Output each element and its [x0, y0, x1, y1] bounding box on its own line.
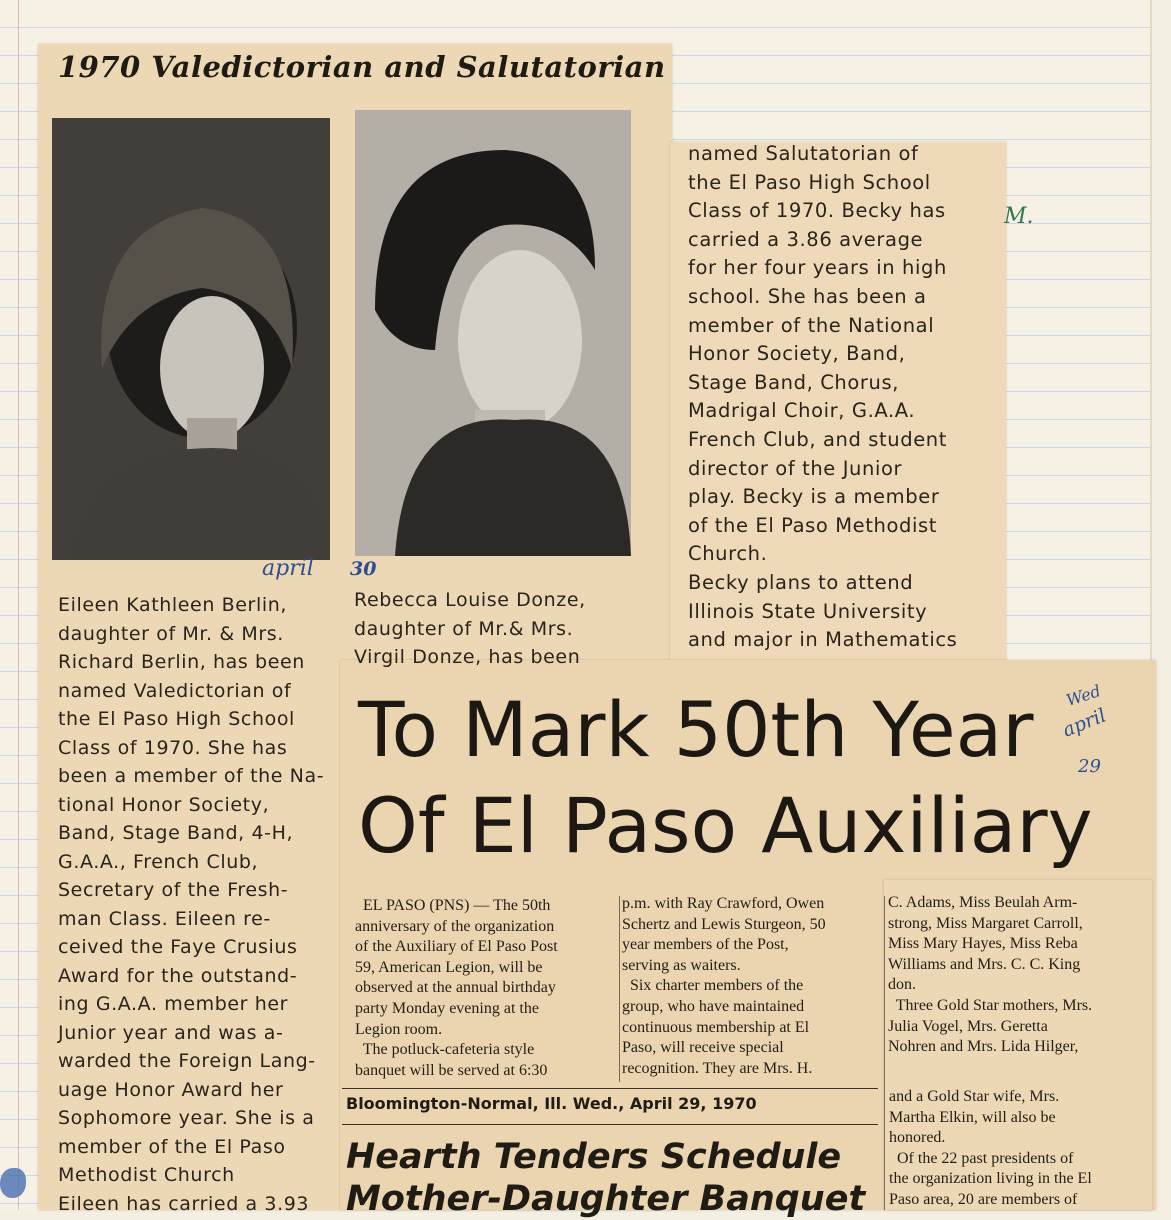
clipping-headline: 1970 Valedictorian and Salutatorian	[58, 50, 666, 84]
auxiliary-article-column-3: C. Adams, Miss Beulah Arm- strong, Miss Margaret Carroll, Miss Mary Hayes, Miss Reba Williams and Mrs. C. C. King don. Three Gold Star mothers, Mrs. Julia Vogel, Mrs. Geretta Nohren and Mrs. Lida Hilger,	[888, 894, 1093, 1056]
salutatorian-article-text: named Salutatorian of the El Paso High School Class of 1970. Becky has carried a 3.86 average for her four years in high school. She has been a member of the National Honor Society, Band, Stage Band, Chorus, Madrigal Choir, G.A.A. French Club, and student director of the Junior play. Becky is a member of the El Paso Methodist Church. Becky plans to attend Illinois State University and major in Mathematics	[688, 142, 958, 652]
column-rule	[884, 896, 885, 1210]
auxiliary-headline: To Mark 50th Year Of El Paso Auxiliary	[358, 685, 1093, 870]
hearth-tenders-headline: Hearth Tenders Schedule Mother-Daughter Banquet	[346, 1137, 866, 1219]
rebecca-article-text: Rebecca Louise Donze, daughter of Mr.& Mrs. Virgil Donze, has been	[354, 589, 586, 668]
auxiliary-article-column-2: p.m. with Ray Crawford, Owen Schertz and Lewis Sturgeon, 50 year members of the Post, serving as waiters. Six charter members of the group, who have maintained continuous membership at El Paso, will receive special recognition. They are Mrs. H.	[622, 895, 826, 1077]
handwritten-day-wed: Wed	[1063, 681, 1103, 710]
handwritten-date-29: 29	[1078, 756, 1101, 777]
auxiliary-article-column-1: EL PASO (PNS) — The 50th anniversary of the organization of the Auxiliary of El Paso Post 59, American Legion, will be observed at the annual birthday party Monday evening at the Legion room. The potluck-cafeteria style banquet will be served at 6:30	[355, 897, 558, 1079]
newspaper-dateline: Bloomington-Normal, Ill. Wed., April 29, 1970	[346, 1094, 757, 1113]
handwritten-date-april-2: april	[1059, 704, 1110, 742]
column-rule	[619, 896, 620, 1082]
portrait-photo-rebecca	[355, 110, 631, 556]
ruled-margin-line	[18, 0, 19, 1210]
eileen-article-text: Eileen Kathleen Berlin, daughter of Mr. & Mrs. Richard Berlin, has been named Valedictorian of the El Paso High School Class of 1970. She has been a member of the Na- tional Honor Society, Band, Stage Band, 4-H, G.A.A., French Club, Secretary of the Fresh- man Class. Eileen re- ceived the Faye Crusius Award for the outstand- ing G.A.A. member her Junior year and was a- warded the Foreign Lang- uage Honor Award her Sophomore year. She is a member of the El Paso Methodist Church Eileen has carried a 3.93	[58, 594, 325, 1215]
auxiliary-article-column-4: and a Gold Star wife, Mrs. Martha Elkin, will also be honored. Of the 22 past presidents of the organization living in the El Paso area, 20 are members of	[889, 1088, 1092, 1208]
handwritten-margin-mark: M.	[1004, 204, 1034, 229]
portrait-photo-eileen	[52, 118, 330, 560]
ink-blot	[0, 1168, 26, 1198]
dateline-top-rule	[342, 1088, 878, 1089]
handwritten-date-30: 30	[350, 558, 377, 580]
dateline-bottom-rule	[342, 1124, 878, 1125]
handwritten-date-april: april	[262, 556, 314, 581]
